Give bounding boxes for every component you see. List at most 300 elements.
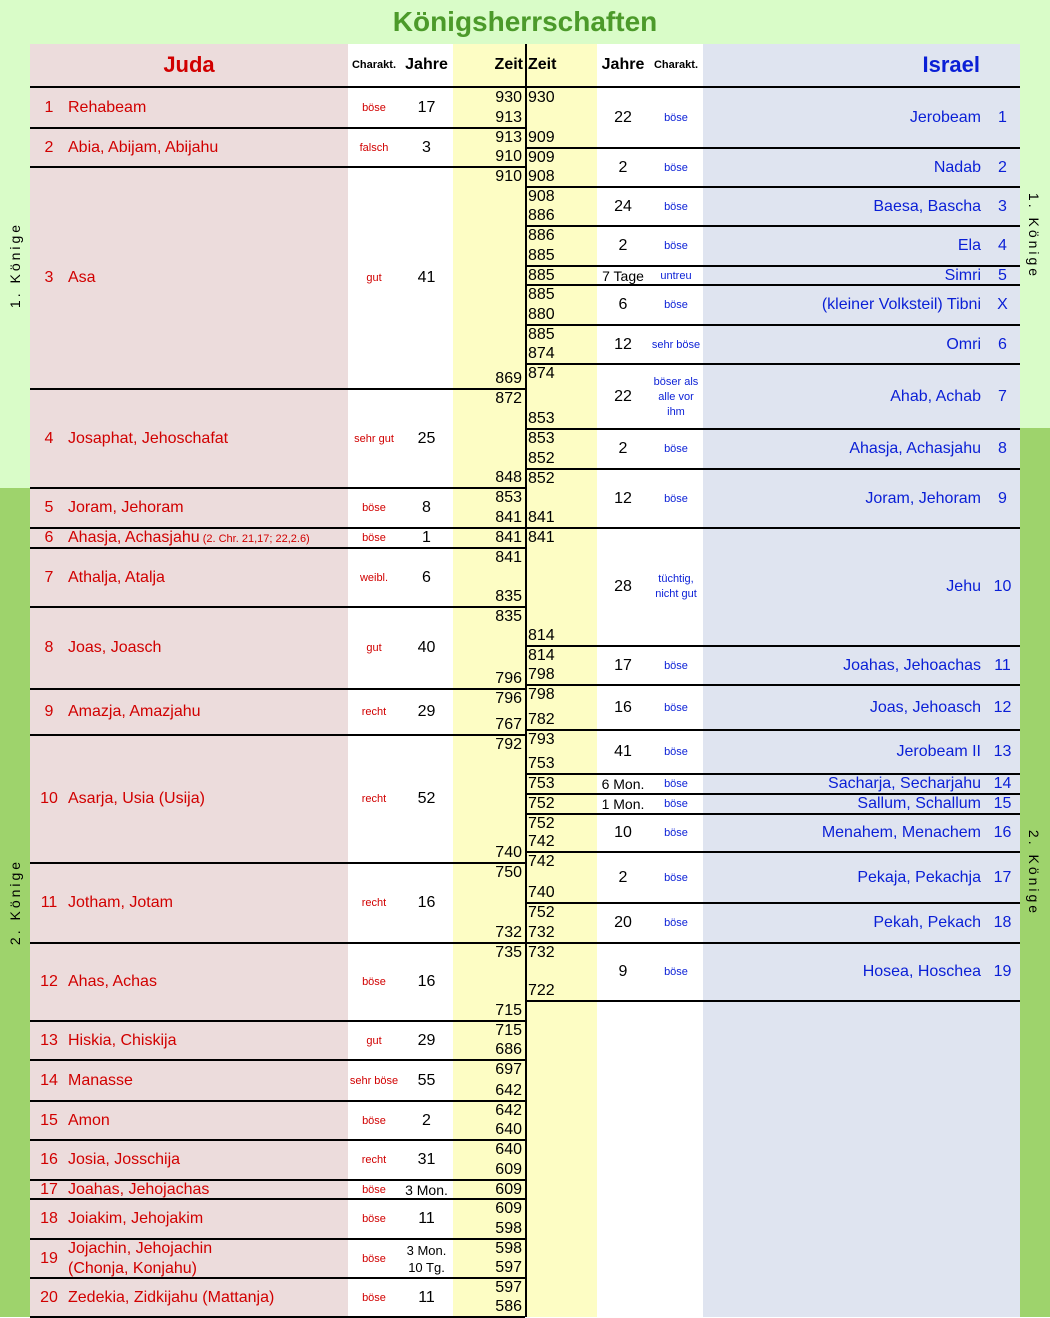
juda-charakter: böse	[362, 1183, 386, 1196]
juda-king-name-text: Ahasja, Achasjahu	[68, 529, 200, 546]
juda-row-divider	[30, 734, 525, 736]
israel-years: 28	[614, 578, 632, 595]
israel-king-number: 11	[994, 656, 1011, 674]
israel-years: 16	[614, 698, 632, 716]
israel-row-divider	[525, 284, 1020, 286]
juda-king-number: 19	[40, 1249, 58, 1267]
israel-years: 6	[618, 296, 628, 313]
juda-king-number: 11	[40, 894, 58, 911]
juda-start-year: 715	[495, 1022, 522, 1039]
juda-end-year: 841	[495, 509, 522, 526]
juda-king-number: 17	[40, 1180, 58, 1198]
juda-charakter: recht	[361, 706, 387, 718]
israel-row-divider	[525, 186, 1020, 188]
israel-row-divider	[525, 324, 1020, 326]
juda-end-year: 835	[495, 588, 522, 605]
juda-end-year: 642	[495, 1082, 522, 1099]
juda-king-name	[68, 138, 218, 158]
juda-years: 3 Mon.	[405, 1181, 448, 1198]
juda-king-number: 5	[44, 499, 54, 516]
israel-king-name: Hosea, Hoschea	[862, 963, 981, 980]
juda-charakter: böse	[362, 502, 386, 514]
israel-start-year: 908	[528, 188, 555, 205]
israel-charakter: böse	[664, 701, 688, 714]
juda-row-divider	[30, 1020, 525, 1022]
juda-row-divider	[30, 606, 525, 608]
israel-years: 17	[614, 656, 632, 674]
juda-charakter: weibl.	[359, 571, 389, 584]
juda-end-year: 869	[495, 370, 522, 387]
israel-king-name: Joas, Jehoasch	[869, 698, 981, 716]
israel-start-year: 732	[528, 944, 555, 961]
israel-king-number: 12	[993, 698, 1012, 716]
juda-king-name	[68, 98, 146, 118]
israel-year-909: 909	[528, 129, 555, 146]
juda-years: 25	[417, 429, 436, 447]
juda-king-number: 6	[44, 529, 54, 546]
israel-end-year: 798	[528, 666, 555, 683]
juda-start-year: 796	[495, 690, 522, 707]
israel-charakter: böse	[664, 778, 688, 790]
israel-end-year: 740	[528, 884, 555, 901]
israel-king-name: Baesa, Bascha	[873, 197, 981, 215]
israel-end-year: 852	[528, 450, 555, 467]
juda-years: 3	[422, 138, 431, 156]
israel-end-year: 841	[528, 509, 555, 526]
side-label-1kings-right: 1. Könige	[1026, 192, 1042, 280]
juda-start-year: 835	[495, 608, 522, 625]
israel-start-year: 752	[528, 815, 555, 832]
israel-years: 6 Mon.	[601, 776, 645, 792]
israel-charakter: böse	[664, 659, 688, 672]
juda-start-year: 872	[495, 390, 522, 407]
juda-charakter: böse	[362, 1291, 386, 1304]
juda-charakter: recht	[361, 793, 387, 805]
juda-king-name	[68, 498, 184, 518]
israel-king-number: 3	[998, 197, 1007, 215]
juda-years: 17	[417, 99, 436, 116]
israel-years: 2	[618, 158, 628, 176]
juda-years: 29	[417, 703, 436, 720]
juda-end-year: 609	[495, 1161, 522, 1178]
juda-charakter: böse	[362, 1213, 386, 1225]
side-label-1kings-left: 1. Könige	[7, 221, 23, 309]
juda-end-year: 598	[495, 1220, 522, 1237]
israel-charakter: böse	[664, 827, 688, 839]
juda-row-divider	[30, 1139, 525, 1141]
israel-king-name: Ahab, Achab	[890, 387, 981, 405]
juda-years-2: 10 Tg.	[408, 1259, 445, 1275]
juda-king-number: 16	[40, 1151, 58, 1168]
juda-king-name-text: Abia, Abijam, Abijahu	[68, 138, 219, 156]
juda-king-number: 7	[44, 568, 54, 586]
juda-king-name-text: Hiskia, Chiskija	[68, 1031, 177, 1049]
zeit-header-juda: Zeit	[494, 56, 523, 73]
israel-king-name: Omri	[946, 335, 981, 353]
juda-years: 1	[422, 529, 431, 546]
israel-end-year: 722	[528, 982, 555, 999]
israel-end-year: 886	[528, 207, 555, 224]
juda-king-number: 2	[44, 138, 54, 156]
juda-king-number: 20	[40, 1288, 58, 1306]
juda-charakter: sehr gut	[354, 432, 394, 445]
juda-end-year: 586	[495, 1298, 522, 1315]
israel-end-year: 880	[528, 306, 555, 323]
juda-years: 40	[417, 639, 436, 656]
israel-start-year: 885	[528, 267, 555, 284]
juda-end-year: 732	[495, 924, 522, 941]
juda-king-name	[68, 268, 96, 288]
israel-start-year: 798	[528, 686, 555, 703]
juda-charakt-header: Charakt.	[351, 59, 397, 71]
israel-charakter: tüchtig, nicht gut	[655, 573, 697, 600]
juda-king-name	[68, 638, 161, 658]
israel-years: 7 Tage	[602, 267, 644, 284]
juda-king-name	[68, 789, 205, 809]
juda-row-divider	[30, 942, 525, 944]
israel-years: 41	[614, 743, 632, 760]
juda-start-year: 609	[495, 1200, 522, 1217]
israel-charakter: böse	[664, 492, 688, 505]
juda-king-name	[68, 972, 157, 992]
israel-row-divider	[525, 645, 1020, 647]
israel-row-divider	[525, 942, 1020, 944]
israel-king-number: 16	[993, 824, 1012, 841]
israel-king-name: Ahasja, Achasjahu	[849, 440, 981, 457]
juda-king-name-text: Amon	[68, 1111, 110, 1129]
israel-king-name: Jerobeam	[909, 109, 981, 126]
israel-start-year: 841	[528, 529, 555, 546]
israel-king-number: 6	[998, 335, 1007, 353]
juda-years: 3 Mon.	[406, 1242, 447, 1258]
israel-years: 9	[618, 963, 628, 980]
juda-start-year: 640	[495, 1141, 522, 1158]
israel-row-divider	[525, 813, 1020, 815]
juda-king-name-text: Josaphat, Jehoschafat	[68, 429, 229, 447]
juda-end-year: 740	[495, 844, 522, 861]
israel-name-column	[703, 44, 1020, 1317]
juda-row-divider	[30, 127, 525, 129]
juda-king-name-text: Athalja, Atalja	[68, 568, 165, 586]
juda-king-note: (2. Chr. 21,17; 22,2.6)	[199, 533, 310, 545]
israel-start-year: 852	[528, 470, 555, 487]
israel-years: 20	[614, 914, 632, 931]
israel-info-column	[597, 44, 703, 1317]
israel-charakt-header: Charakt.	[653, 59, 699, 71]
israel-years: 1 Mon.	[601, 796, 645, 812]
israel-start-year: 752	[528, 904, 555, 921]
israel-years: 2	[618, 868, 628, 886]
israel-years: 2	[618, 440, 628, 457]
juda-end-year: 913	[495, 109, 522, 126]
juda-years: 31	[417, 1151, 436, 1168]
juda-charakter: böse	[362, 532, 386, 544]
juda-king-name	[68, 528, 310, 549]
israel-king-number: 14	[993, 775, 1012, 792]
israel-king-number: 1	[998, 109, 1007, 126]
juda-king-number: 1	[44, 99, 54, 116]
israel-king-name: Simri	[944, 266, 981, 284]
israel-end-year: 853	[528, 410, 555, 427]
zeit-header-israel: Zeit	[528, 56, 557, 73]
juda-king-name	[68, 1111, 110, 1131]
israel-king-number: 13	[993, 743, 1012, 760]
juda-start-year: 853	[495, 489, 522, 506]
israel-start-year: 886	[528, 227, 555, 244]
israel-king-name: Sallum, Schallum	[857, 795, 981, 812]
israel-king-number: 7	[998, 387, 1007, 405]
juda-king-name	[68, 1180, 209, 1200]
israel-charakter: böse	[664, 240, 688, 252]
israel-charakter: böse	[664, 871, 688, 884]
juda-years: 2	[422, 1111, 431, 1129]
juda-charakter: böse	[362, 1114, 386, 1127]
juda-king-number: 12	[40, 973, 58, 990]
juda-king-name-text: Joahas, Jehojachas	[68, 1180, 210, 1198]
juda-start-year: 598	[495, 1240, 522, 1257]
juda-row-divider	[30, 862, 525, 864]
israel-king-name: Joahas, Jehoachas	[843, 656, 981, 674]
center-divider	[525, 44, 527, 1317]
juda-king-number: 4	[44, 429, 54, 447]
juda-king-name-text: Asarja, Usia (Usija)	[68, 790, 205, 807]
israel-charakter: untreu	[660, 269, 692, 282]
israel-king-number: 18	[993, 914, 1012, 931]
israel-king-number: 5	[998, 266, 1007, 284]
juda-end-year: 910	[495, 148, 522, 165]
juda-king-number: 13	[40, 1031, 58, 1049]
israel-row-divider	[525, 729, 1020, 731]
juda-start-year: 735	[495, 944, 522, 961]
juda-king-name-text: Zedekia, Zidkijahu (Mattanja)	[68, 1288, 275, 1306]
header-divider	[30, 86, 1020, 88]
israel-king-number: 15	[993, 795, 1012, 812]
israel-charakter: böse	[664, 299, 688, 311]
juda-start-year: 930	[495, 89, 522, 106]
israel-end-year: 732	[528, 924, 555, 941]
juda-row-divider	[30, 688, 525, 690]
juda-king-number: 3	[44, 269, 54, 286]
israel-king-number: 10	[993, 578, 1012, 595]
juda-king-name-text: Joram, Jehoram	[68, 499, 184, 516]
israel-king-number: 4	[998, 237, 1007, 254]
israel-charakter: böse	[664, 443, 688, 455]
juda-king-number: 14	[40, 1071, 58, 1089]
israel-jahre-header: Jahre	[601, 56, 645, 73]
juda-years: 8	[422, 499, 431, 516]
israel-king-number: X	[997, 296, 1008, 313]
page-title: Königsherrschaften	[392, 6, 658, 37]
juda-row-divider	[30, 1059, 525, 1061]
juda-king-name-text: Joiakim, Jehojakim	[68, 1210, 204, 1227]
israel-king-number: 9	[998, 489, 1007, 507]
israel-years: 22	[614, 109, 632, 126]
juda-charakter: recht	[361, 1154, 387, 1166]
juda-king-name	[68, 702, 201, 722]
israel-charakter: böser als alle vor ihm	[653, 375, 699, 418]
juda-end-year: 767	[495, 716, 522, 733]
israel-king-number: 8	[998, 440, 1007, 457]
juda-row-divider	[30, 1277, 525, 1279]
juda-start-year: 841	[495, 549, 522, 566]
israel-king-name: Menahem, Menachem	[821, 824, 981, 841]
juda-king-number: 15	[40, 1111, 58, 1129]
juda-start-year: 642	[495, 1102, 522, 1119]
israel-start-year: 753	[528, 775, 555, 792]
juda-king-name-text: Joas, Joasch	[68, 639, 162, 656]
juda-years: 55	[417, 1071, 436, 1089]
juda-charakter: sehr böse	[349, 1074, 399, 1087]
juda-row-divider	[30, 1198, 525, 1200]
israel-charakter: böse	[664, 746, 688, 758]
israel-start-year: 814	[528, 647, 555, 664]
israel-king-number: 2	[998, 158, 1007, 176]
juda-end-year: 597	[495, 1259, 522, 1276]
israel-row-divider	[525, 468, 1020, 470]
israel-row-divider	[525, 363, 1020, 365]
juda-king-name	[68, 1150, 180, 1170]
israel-row-divider	[525, 225, 1020, 227]
side-label-2kings-right: 2. Könige	[1026, 829, 1042, 917]
israel-end-year: 885	[528, 247, 555, 264]
juda-years: 16	[417, 973, 436, 990]
israel-years: 22	[614, 387, 632, 405]
israel-charakter: sehr böse	[651, 338, 701, 351]
juda-years: 6	[422, 568, 431, 586]
juda-charakter: gut	[366, 272, 382, 284]
juda-years: 29	[417, 1031, 436, 1049]
juda-years: 11	[418, 1288, 435, 1306]
israel-king-name: Jerobeam II	[896, 743, 981, 760]
israel-king-name: (kleiner Volksteil) Tibni	[821, 296, 981, 313]
israel-charakter: böse	[664, 798, 688, 810]
israel-king-name: Jehu	[946, 578, 981, 595]
juda-king-name: Jojachin, Jehojachin	[68, 1239, 213, 1257]
juda-charakter: gut	[366, 1034, 382, 1047]
side-label-2kings-left: 2. Könige	[7, 858, 23, 946]
juda-start-year: 609	[495, 1181, 522, 1198]
israel-end-year: 782	[528, 711, 555, 728]
israel-king-name: Ela	[957, 237, 981, 254]
juda-king-name	[68, 1288, 274, 1308]
israel-years: 24	[614, 197, 632, 215]
israel-end-year: 874	[528, 345, 555, 362]
juda-king-name-text: Asa	[68, 269, 96, 286]
juda-end-year: 796	[495, 670, 522, 687]
juda-end-year: 848	[495, 469, 522, 486]
juda-row-divider	[30, 388, 525, 390]
juda-start-year: 792	[495, 736, 522, 753]
juda-king-number: 9	[44, 703, 54, 720]
juda-king-name-text: Rehabeam	[68, 99, 147, 116]
juda-years: 41	[417, 269, 436, 286]
juda-charakter: gut	[366, 642, 382, 654]
israel-king-name: Joram, Jehoram	[865, 489, 981, 507]
juda-charakter: böse	[362, 1252, 386, 1265]
israel-row-divider	[525, 1000, 1020, 1002]
israel-charakter: böse	[664, 966, 688, 978]
israel-start-year: 930	[528, 89, 555, 106]
juda-king-name	[68, 1209, 203, 1229]
israel-row-divider	[525, 851, 1020, 853]
juda-king-name-text: Josia, Josschija	[68, 1151, 181, 1168]
juda-jahre-header: Jahre	[405, 56, 448, 73]
juda-start-year: 910	[495, 168, 522, 185]
israel-row-divider	[525, 147, 1020, 149]
israel-charakter: böse	[664, 917, 688, 929]
juda-charakter: recht	[361, 897, 387, 909]
israel-header: Israel	[922, 52, 980, 77]
juda-king-name-alt: (Chonja, Konjahu)	[68, 1259, 197, 1277]
israel-years: 10	[614, 824, 632, 841]
israel-king-name: Sacharja, Secharjahu	[828, 775, 981, 792]
israel-start-year: 885	[528, 326, 555, 343]
juda-start-year: 750	[495, 864, 522, 881]
juda-king-number: 8	[44, 639, 54, 656]
juda-king-name-text: Jotham, Jotam	[68, 894, 173, 911]
juda-charakter: falsch	[359, 141, 389, 154]
israel-row-divider	[525, 527, 1020, 529]
juda-row-divider	[30, 547, 525, 549]
juda-end-year: 640	[495, 1121, 522, 1138]
juda-row-divider	[30, 1100, 525, 1102]
juda-end-year: 686	[495, 1041, 522, 1058]
juda-row-divider	[30, 487, 525, 489]
juda-start-year: 697	[495, 1061, 522, 1078]
juda-start-year: 841	[495, 529, 522, 546]
israel-years: 2	[618, 237, 628, 254]
juda-charakter: böse	[362, 102, 386, 114]
juda-start-year: 913	[495, 129, 522, 146]
israel-king-name: Pekaja, Pekachja	[857, 868, 981, 886]
israel-start-year: 909	[528, 149, 555, 166]
israel-end-year: 753	[528, 755, 555, 772]
juda-start-year: 597	[495, 1279, 522, 1296]
israel-years: 12	[614, 335, 632, 353]
juda-end-year: 715	[495, 1002, 522, 1019]
juda-years: 11	[418, 1210, 435, 1227]
israel-start-year: 793	[528, 731, 555, 748]
israel-charakter: böse	[664, 161, 688, 174]
juda-king-name	[68, 893, 173, 913]
israel-start-year: 742	[528, 853, 555, 870]
juda-king-name-text: Ahas, Achas	[68, 973, 157, 990]
israel-start-year: 885	[528, 286, 555, 303]
juda-king-number: 18	[40, 1210, 58, 1227]
israel-king-name: Nadab	[933, 158, 981, 176]
juda-row-divider	[30, 166, 525, 168]
juda-king-name-text: Amazja, Amazjahu	[68, 703, 201, 720]
israel-charakter: böse	[664, 200, 688, 213]
israel-end-year: 908	[528, 168, 555, 185]
juda-king-number: 10	[40, 790, 58, 807]
israel-end-year: 742	[528, 833, 555, 850]
juda-king-name-text: Manasse	[68, 1071, 133, 1089]
juda-king-name	[68, 568, 165, 588]
juda-years: 16	[417, 894, 436, 911]
juda-king-name	[68, 429, 228, 449]
israel-start-year: 853	[528, 430, 555, 447]
juda-header: Juda	[163, 52, 215, 77]
juda-years: 52	[417, 790, 436, 807]
israel-row-divider	[525, 428, 1020, 430]
israel-row-divider	[525, 902, 1020, 904]
israel-row-divider	[525, 684, 1020, 686]
juda-charakter: böse	[362, 976, 386, 988]
juda-king-name	[68, 1071, 133, 1091]
israel-end-year: 814	[528, 627, 555, 644]
israel-charakter: böse	[664, 112, 688, 124]
